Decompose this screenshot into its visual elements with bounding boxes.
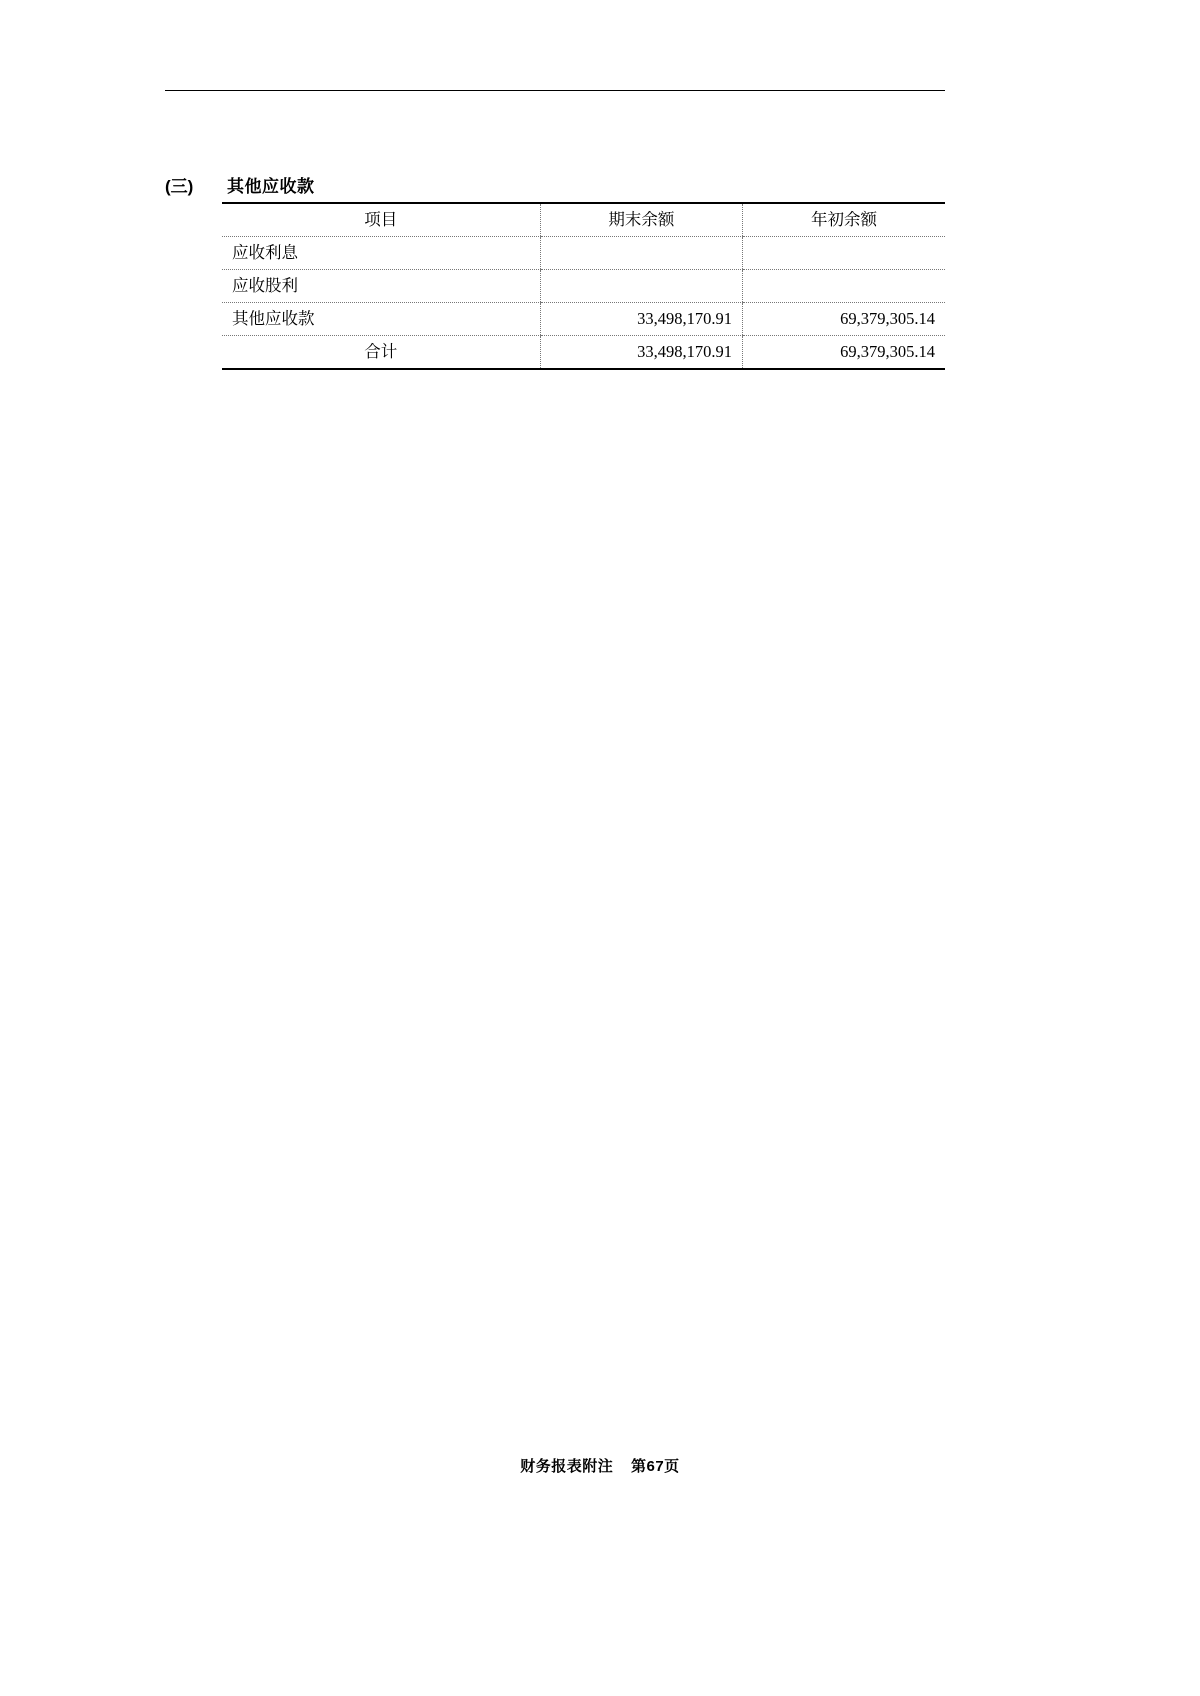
section-heading xyxy=(165,176,955,198)
total-beginning-balance: 69,379,305.14 xyxy=(743,336,945,370)
table-row xyxy=(222,270,945,303)
row-ending-balance xyxy=(540,237,742,270)
table-row xyxy=(222,303,945,336)
page-title: 其他应收款 xyxy=(227,177,315,196)
row-ending-balance: 33,498,170.91 xyxy=(540,303,742,336)
table-body xyxy=(222,237,945,370)
section-number: (三) xyxy=(165,177,194,196)
row-label: 应收利息 xyxy=(222,237,540,270)
row-ending-balance xyxy=(540,270,742,303)
total-label: 合计 xyxy=(222,336,540,370)
footer-page-number: 第67页 xyxy=(631,1458,680,1475)
column-header-item: 项目 xyxy=(222,203,540,237)
row-label: 其他应收款 xyxy=(222,303,540,336)
total-ending-balance: 33,498,170.91 xyxy=(540,336,742,370)
other-receivables-table xyxy=(222,202,945,370)
column-header-ending-balance: 期末余额 xyxy=(540,203,742,237)
column-header-beginning-balance: 年初余额 xyxy=(743,203,945,237)
footer-label: 财务报表附注 xyxy=(520,1458,614,1475)
section-heading-block xyxy=(165,176,955,204)
table-total-row xyxy=(222,336,945,370)
row-beginning-balance xyxy=(743,270,945,303)
table-header-row xyxy=(222,203,945,237)
row-label: 应收股利 xyxy=(222,270,540,303)
row-beginning-balance xyxy=(743,237,945,270)
table-row xyxy=(222,237,945,270)
page-footer xyxy=(0,1455,1200,1476)
header-rule xyxy=(165,90,945,91)
table-header xyxy=(222,203,945,237)
row-beginning-balance: 69,379,305.14 xyxy=(743,303,945,336)
